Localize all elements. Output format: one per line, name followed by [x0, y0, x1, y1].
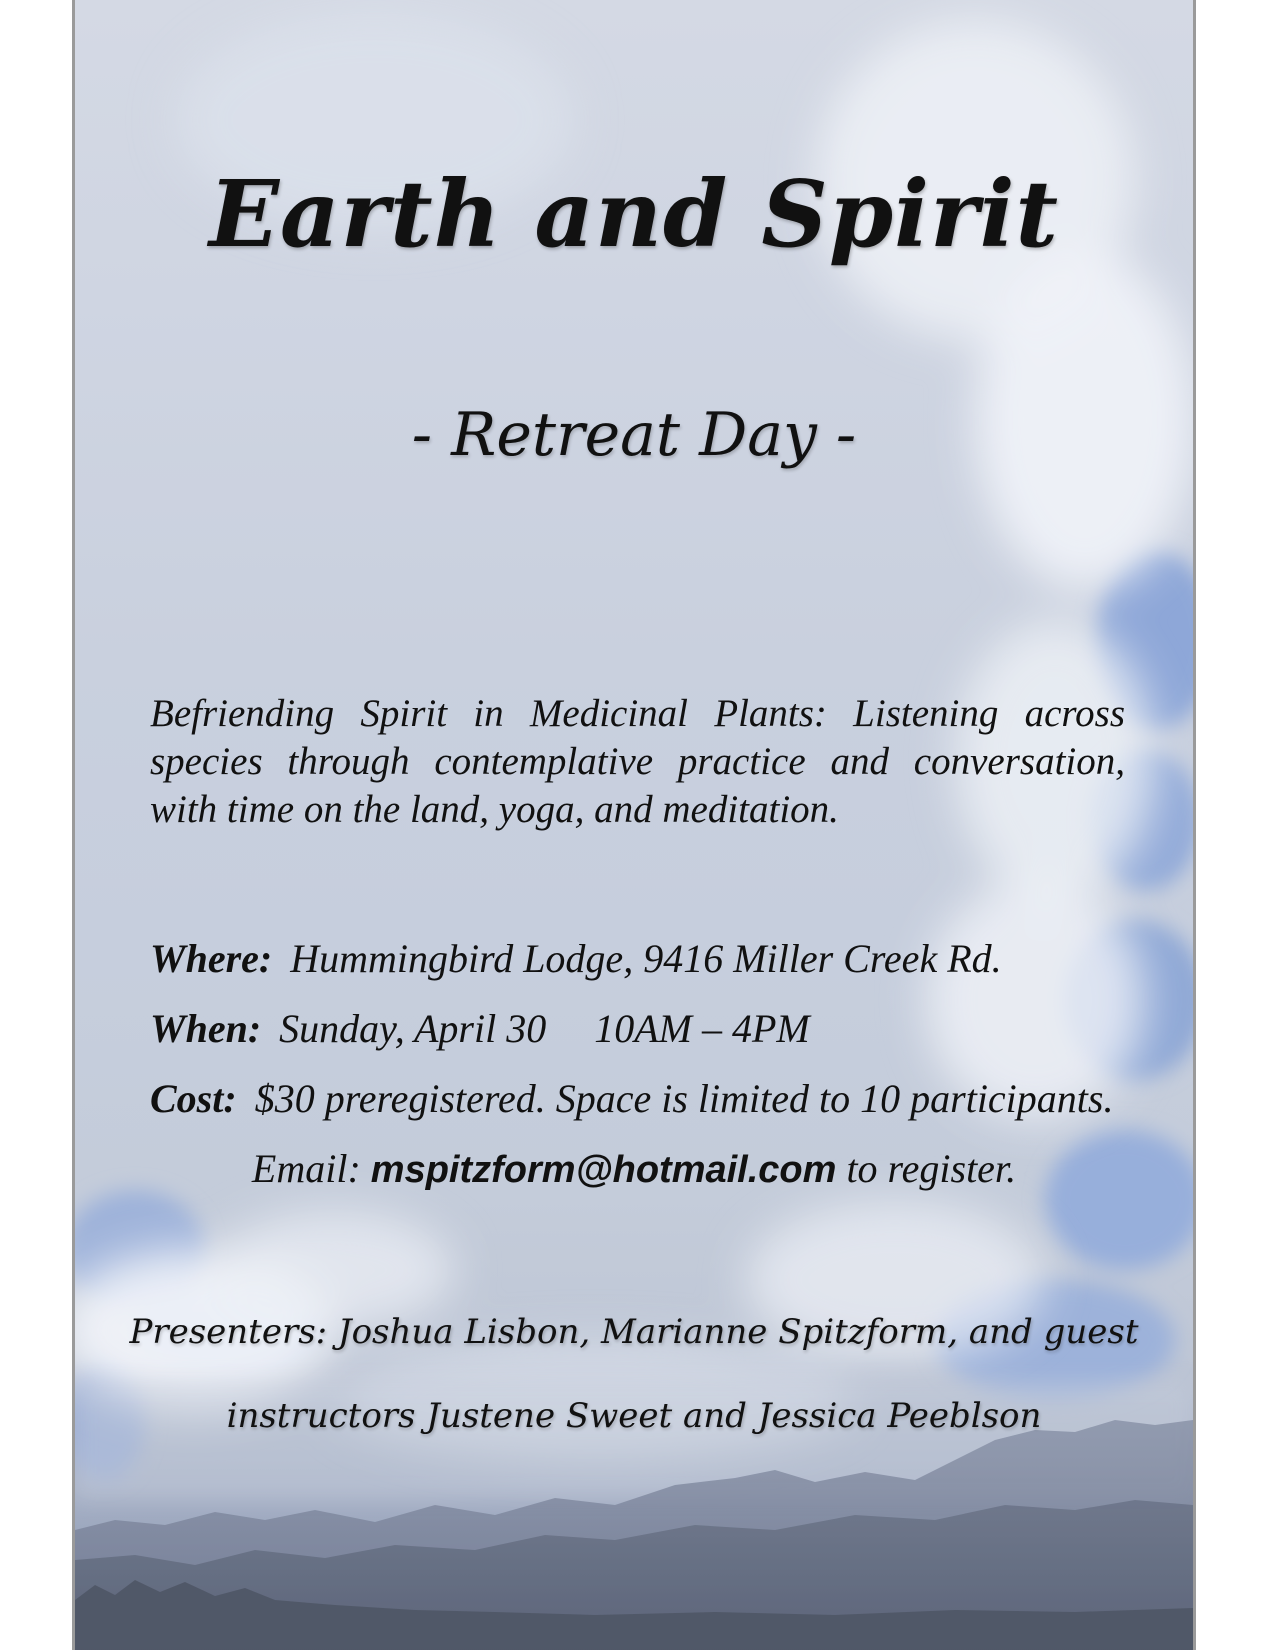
- cost-label: Cost:: [150, 1076, 237, 1121]
- flyer-subtitle: - Retreat Day -: [411, 400, 857, 470]
- when-line: [150, 1005, 810, 1052]
- cost-line: [150, 1075, 1113, 1122]
- email-line: [75, 1145, 1193, 1192]
- when-label: When:: [150, 1006, 262, 1051]
- email-address-link[interactable]: mspitzform@hotmail.com: [370, 1149, 837, 1191]
- where-line: [150, 935, 1002, 982]
- presenters-line-2: instructors Justene Sweet and Jessica Peeblson: [226, 1396, 1042, 1436]
- event-description: Befriending Spirit in Medicinal Plants: Listening across species through contemplative practice and conversation, with time on the land, yoga, and meditation.: [150, 692, 1125, 831]
- when-date: Sunday, April 30: [279, 1006, 547, 1051]
- flyer-content: [75, 0, 1193, 1650]
- where-label: Where:: [150, 936, 273, 981]
- presenters-line-1: Presenters: Joshua Lisbon, Marianne Spitzform, and guest: [129, 1312, 1139, 1352]
- when-time: 10AM – 4PM: [594, 1006, 810, 1051]
- where-value: Hummingbird Lodge, 9416 Miller Creek Rd.: [290, 936, 1002, 981]
- presenters-block: [75, 1290, 1193, 1458]
- cost-value: $30 preregistered. Space is limited to 10 participants.: [254, 1076, 1114, 1121]
- email-prefix: Email:: [251, 1146, 361, 1191]
- flyer-page: [72, 0, 1196, 1650]
- flyer-title: Earth and Spirit: [208, 160, 1060, 268]
- email-suffix: to register.: [846, 1146, 1017, 1191]
